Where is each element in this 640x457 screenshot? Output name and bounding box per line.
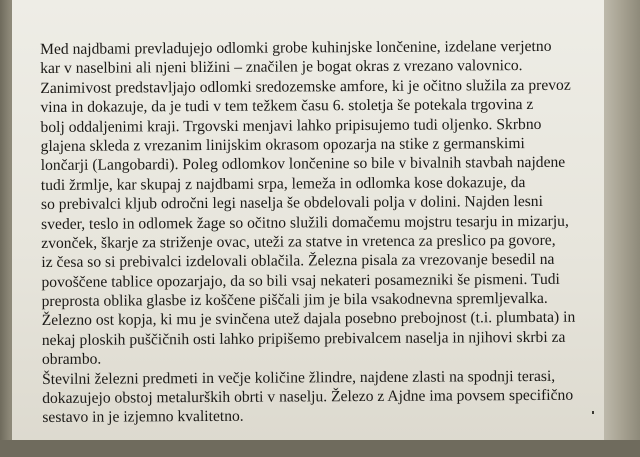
text-line: dokazujejo obstoj metalurških obrti v naselju. Železo z Ajdne ima povsem specifično <box>42 386 574 408</box>
text-line: zvonček, škarje za striženje ovac, uteži za statve in vretenca za preslico pa govore, <box>41 231 556 252</box>
text-line: iz česa so si prebivalci izdelovali oblačila. Železna pisala za vrezovanje besedil na <box>41 251 555 272</box>
text-line: lončarji (Langobardi). Poleg odlomkov lončenine so bile v bivalnih stavbah najdene <box>40 154 566 175</box>
text-line: Zanimivost predstavljajo odlomki sredozemske amfore, ki je očitno služila za prevoz <box>40 76 571 97</box>
text-line: povoščene tablice opozarjajo, da so bili vsaj nekateri posamezniki še pismeni. Tudi <box>41 270 560 291</box>
text-line: sestavo in je izjemno kvalitetno. <box>42 408 244 427</box>
text-line: so prebivalci kljub odročni legi naselja še obdelovali polja v dolini. Najden lesni <box>40 193 543 214</box>
panel-edge <box>604 0 640 457</box>
text-line: Železno ost kopja, ki mu je svinčena utež dajala posebno prebojnost (t.i. plumbata) in <box>41 309 576 330</box>
floor-strip <box>0 440 640 457</box>
text-line: tudi žrmlje, kar skupaj z najdbami srpa, lemeža in odlomka kose dokazuje, da <box>40 173 526 194</box>
text-line: obrambo. <box>41 350 102 369</box>
panel-text <box>40 37 594 428</box>
text-line: glajena skleda z vrezanim linijskim okrasom opozarja na stike z germanskimi <box>40 134 525 155</box>
text-line: kar v naselbini ali njeni bližini – značilen je bogat okras z vrezano valovnico. <box>40 57 523 78</box>
text-line: preprosta oblika glasbe iz koščene piščali jim je bila vsakodnevna spremljevalka. <box>41 289 548 311</box>
panel-mark <box>592 411 594 414</box>
text-line: sveder, teslo in odlomek žage so očitno služili domačemu mojstru tesarju in mizarju, <box>41 212 569 233</box>
text-line: vina in dokazuje, da je tudi v tem težkem času 6. stoletja še potekala trgovina z <box>40 96 534 117</box>
text-line: nekaj ploskih puščičnih osti lahko pripišemo prebivalcem naselja in njihovi skrbi za <box>41 328 566 349</box>
text-line: Med najdbami prevladujejo odlomki grobe kuhinjske lončenine, izdelane verjetno <box>40 37 552 58</box>
text-line: bolj oddaljenimi kraji. Trgovski menjavi lahko pripisujemo tudi oljenko. Skrbno <box>40 115 542 136</box>
text-line: Številni železni predmeti in večje količine žlindre, najdene zlasti na spodnji terasi, <box>42 367 556 388</box>
